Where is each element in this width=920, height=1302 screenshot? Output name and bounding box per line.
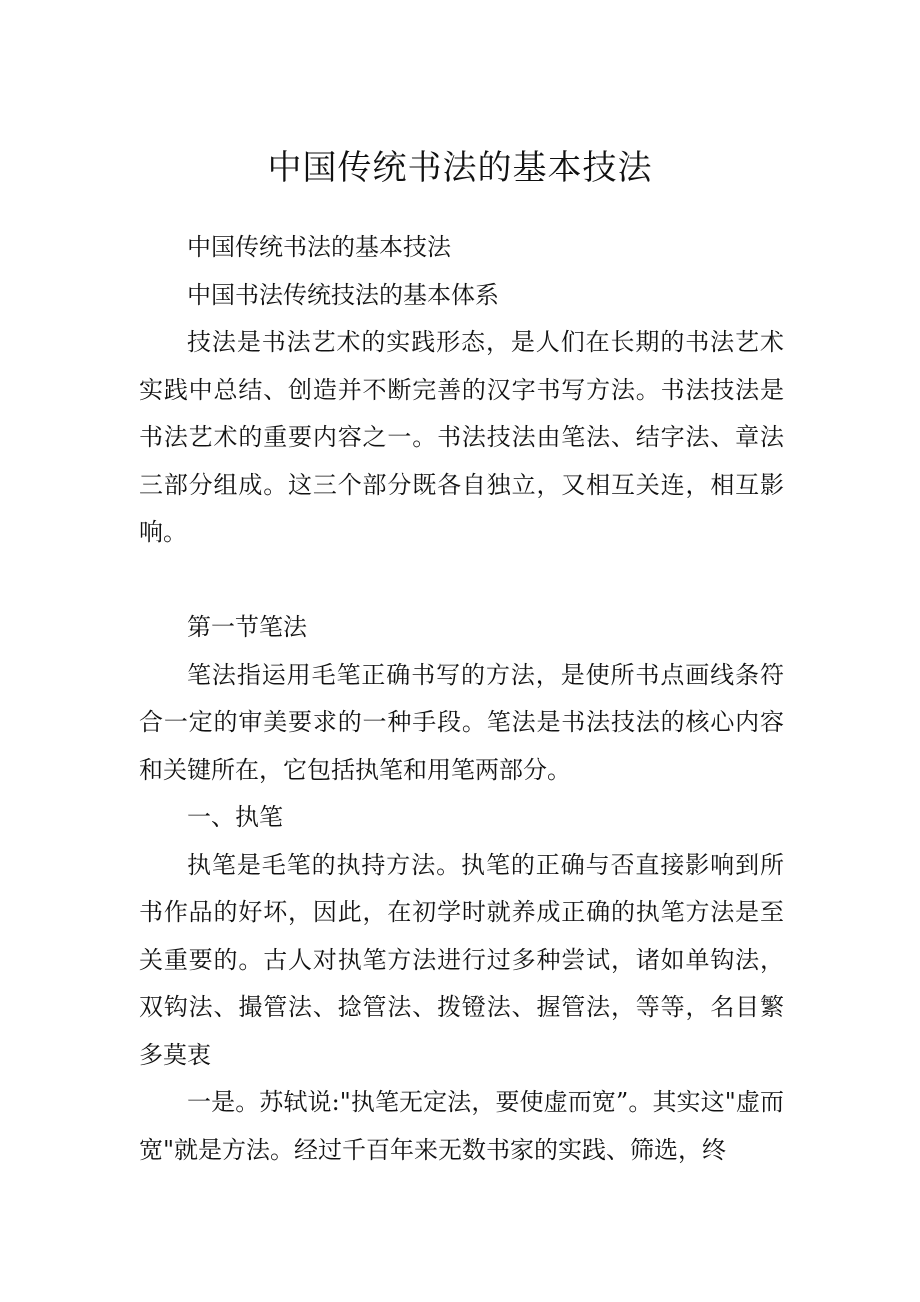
intro-paragraph: 技法是书法艺术的实践形态，是人们在长期的书法艺术实践中总结、创造并不断完善的汉字书写方法。书法技法是书法艺术的重要内容之一。书法技法由笔法、结字法、章法三部分组成。这三个部分既各自独立，又相互关连，相互影响。 xyxy=(139,328,784,546)
section-heading: 第一节笔法 xyxy=(187,613,307,641)
body-paragraph: 笔法指运用毛笔正确书写的方法，是使所书点画线条符合一定的审美要求的一种手段。笔法是书法技法的核心内容和关键所在，它包括执笔和用笔两部分。 xyxy=(139,660,784,784)
body-paragraph: 一是。苏轼说:"执笔无定法，要使虚而宽”。其实这"虚而宽"就是方法。经过千百年来无数书家的实践、筛选，终 xyxy=(139,1088,784,1164)
subsection-heading: 一、执笔 xyxy=(187,803,283,831)
body-paragraph: 执笔是毛笔的执持方法。执笔的正确与否直接影响到所书作品的好坏，因此，在初学时就养成正确的执笔方法是至关重要的。古人对执笔方法进行过多种尝试，诸如单钩法，双钩法、撮管法、捻管法、拨镫法、握管法，等等，名目繁多莫衷 xyxy=(139,850,784,1069)
subtitle-paragraph: 中国传统书法的基本技法 xyxy=(187,233,451,261)
blank-line xyxy=(139,557,784,605)
subheading-paragraph: 中国书法传统技法的基本体系 xyxy=(187,280,499,309)
document-body xyxy=(139,224,784,1174)
document-title: 中国传统书法的基本技法 xyxy=(267,148,653,188)
